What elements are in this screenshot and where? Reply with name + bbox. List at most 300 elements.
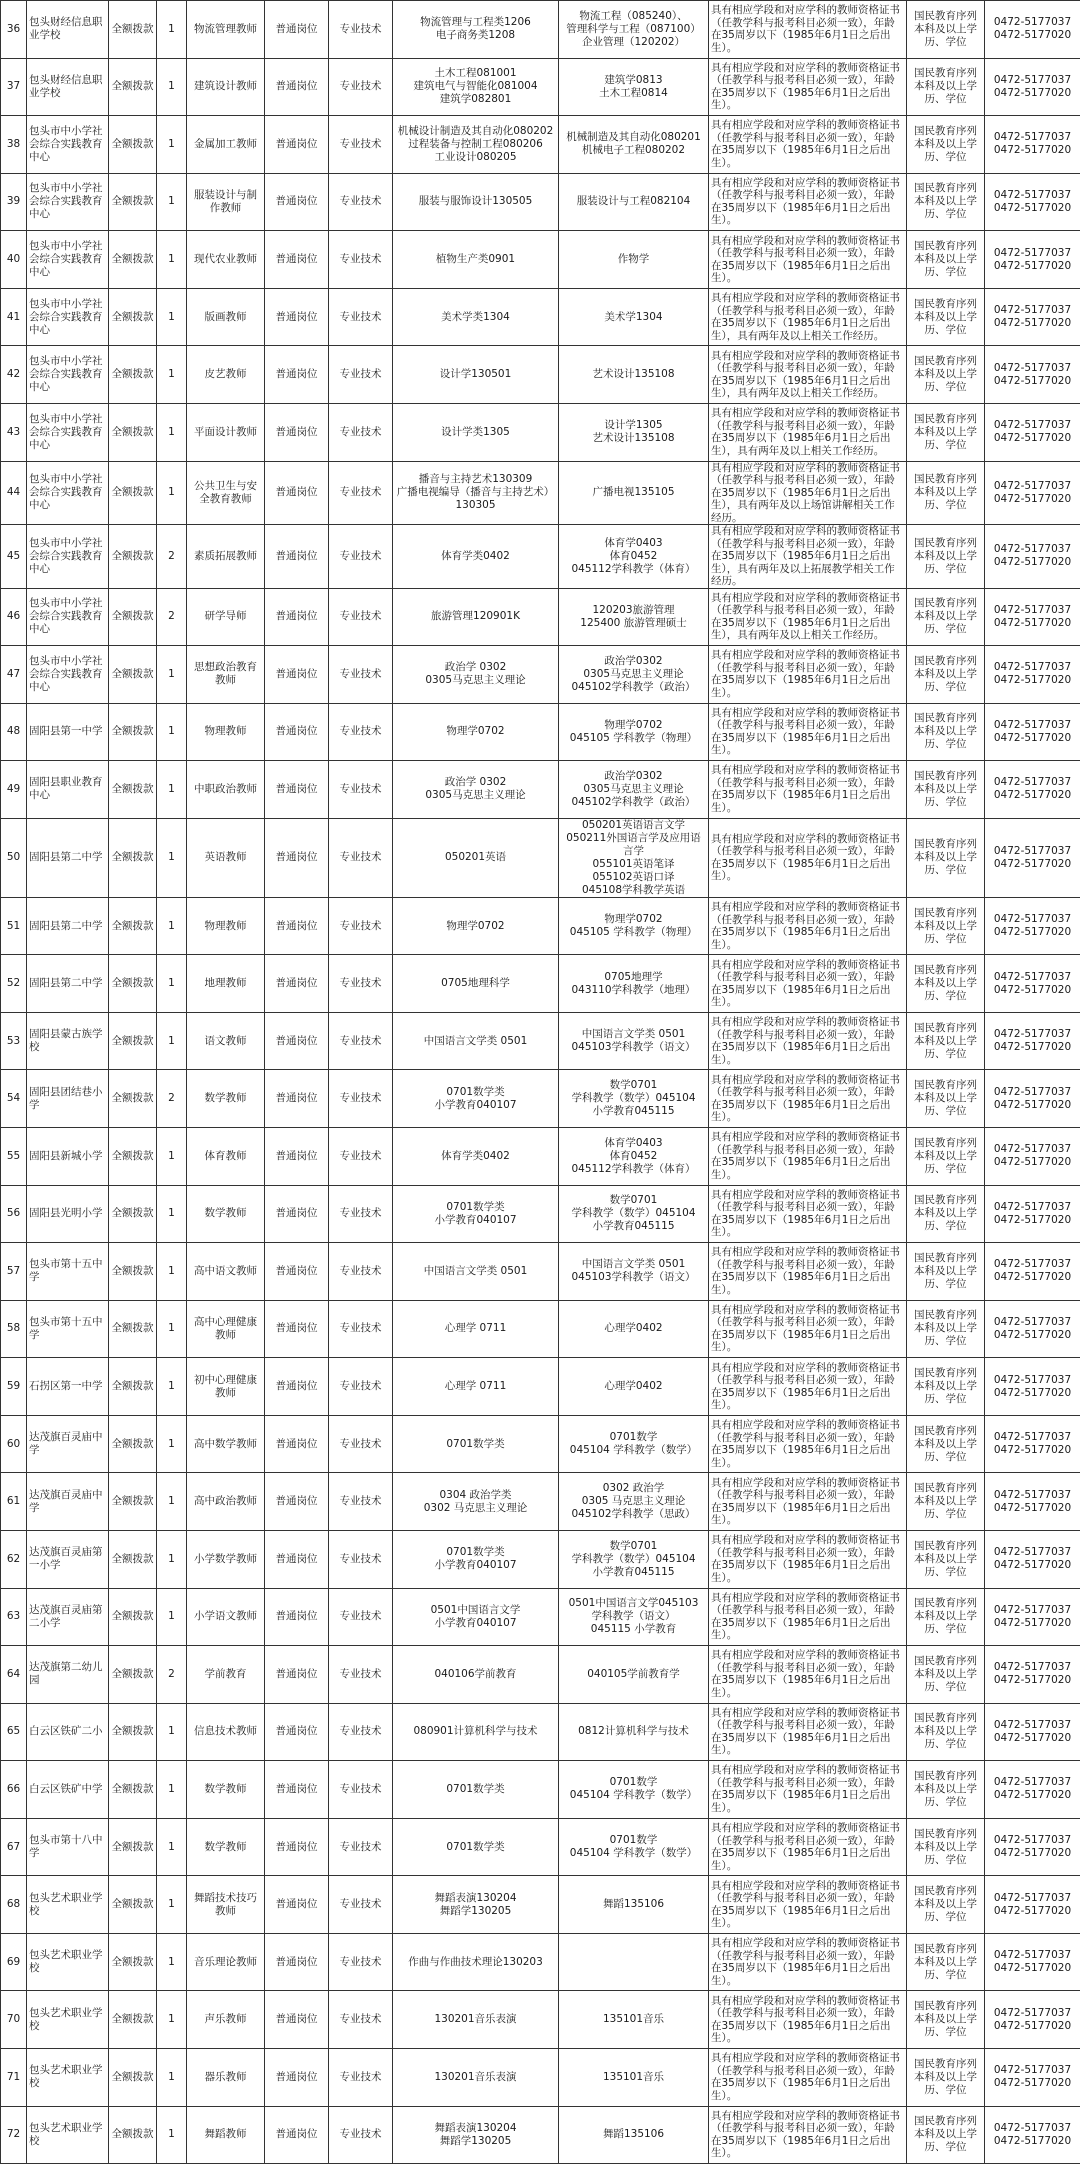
education-requirement: 国民教育序列本科及以上学历、学位: [907, 1588, 985, 1646]
hire-count: 1: [157, 346, 187, 404]
undergrad-major: 物理学0702: [393, 703, 559, 761]
hire-count: 1: [157, 1128, 187, 1186]
funding-type: 全额拨款: [109, 703, 157, 761]
postgrad-major: [559, 1933, 709, 1991]
table-row: [1, 1991, 1080, 2049]
table-row: [1, 1646, 1080, 1704]
other-requirements: 具有相应学段和对应学科的教师资格证书（任教学科与报考科目必须一致），年龄在35周岁以下（1985年6月1日之后出生）。: [709, 761, 907, 819]
post-category: 专业技术: [329, 346, 393, 404]
undergrad-major: 旅游管理120901K: [393, 588, 559, 646]
undergrad-major: 舞蹈表演130204 舞蹈学130205: [393, 2106, 559, 2164]
undergrad-major: 播音与主持艺术130309 广播电视编导（播音与主持艺术）130305: [393, 461, 559, 525]
undergrad-major: 设计学类1305: [393, 403, 559, 461]
post-type: 普通岗位: [265, 1761, 329, 1819]
post-type: 普通岗位: [265, 403, 329, 461]
post-type: 普通岗位: [265, 1128, 329, 1186]
education-requirement: 国民教育序列本科及以上学历、学位: [907, 1185, 985, 1243]
school-name: 白云区铁矿二小: [27, 1703, 109, 1761]
funding-type: 全额拨款: [109, 1300, 157, 1358]
undergrad-major: 080901计算机科学与技术: [393, 1703, 559, 1761]
post-category: 专业技术: [329, 703, 393, 761]
post-type: 普通岗位: [265, 2106, 329, 2164]
school-name: 达茂旗百灵庙中学: [27, 1473, 109, 1531]
contact-phone: 0472-5177037 0472-5177020: [985, 1818, 1080, 1876]
undergrad-major: 作曲与作曲技术理论130203: [393, 1933, 559, 1991]
contact-phone: 0472-5177037 0472-5177020: [985, 288, 1080, 346]
post-name: 地理教师: [187, 955, 265, 1013]
post-category: 专业技术: [329, 403, 393, 461]
undergrad-major: 机械设计制造及其自动化080202 过程装备与控制工程080206 工业设计080205: [393, 116, 559, 174]
post-category: 专业技术: [329, 1128, 393, 1186]
table-row: [1, 1415, 1080, 1473]
post-type: 普通岗位: [265, 1243, 329, 1301]
post-category: 专业技术: [329, 588, 393, 646]
funding-type: 全额拨款: [109, 955, 157, 1013]
table-row: [1, 646, 1080, 704]
funding-type: 全额拨款: [109, 818, 157, 897]
contact-phone: 0472-5177037 0472-5177020: [985, 1761, 1080, 1819]
post-type: 普通岗位: [265, 1415, 329, 1473]
school-name: 包头市中小学社会综合实践教育中心: [27, 403, 109, 461]
contact-phone: 0472-5177037 0472-5177020: [985, 1415, 1080, 1473]
row-number: 61: [1, 1473, 27, 1531]
postgrad-major: 120203旅游管理 125400 旅游管理硕士: [559, 588, 709, 646]
other-requirements: 具有相应学段和对应学科的教师资格证书（任教学科与报考科目必须一致），年龄在35周岁以下（1985年6月1日之后出生）。: [709, 173, 907, 231]
contact-phone: 0472-5177037 0472-5177020: [985, 1588, 1080, 1646]
post-name: 建筑设计教师: [187, 58, 265, 116]
contact-phone: 0472-5177037 0472-5177020: [985, 346, 1080, 404]
postgrad-major: 心理学0402: [559, 1300, 709, 1358]
row-number: 68: [1, 1876, 27, 1934]
row-number: 67: [1, 1818, 27, 1876]
contact-phone: 0472-5177037 0472-5177020: [985, 1703, 1080, 1761]
contact-phone: 0472-5177037 0472-5177020: [985, 1128, 1080, 1186]
education-requirement: 国民教育序列本科及以上学历、学位: [907, 288, 985, 346]
funding-type: 全额拨款: [109, 588, 157, 646]
school-name: 包头市中小学社会综合实践教育中心: [27, 288, 109, 346]
funding-type: 全额拨款: [109, 761, 157, 819]
postgrad-major: 物流工程（085240）、 管理科学与工程（087100） 企业管理（120202）: [559, 1, 709, 59]
school-name: 包头市第十五中学: [27, 1243, 109, 1301]
post-category: 专业技术: [329, 1185, 393, 1243]
funding-type: 全额拨款: [109, 646, 157, 704]
row-number: 58: [1, 1300, 27, 1358]
education-requirement: 国民教育序列本科及以上学历、学位: [907, 173, 985, 231]
postgrad-major: 0302 政治学 0305 马克思主义理论 045102学科教学（思政）: [559, 1473, 709, 1531]
post-name: 版画教师: [187, 288, 265, 346]
row-number: 52: [1, 955, 27, 1013]
school-name: 包头市中小学社会综合实践教育中心: [27, 346, 109, 404]
school-name: 达茂旗百灵庙中学: [27, 1415, 109, 1473]
row-number: 65: [1, 1703, 27, 1761]
education-requirement: 国民教育序列本科及以上学历、学位: [907, 897, 985, 955]
undergrad-major: 0701数学类: [393, 1415, 559, 1473]
funding-type: 全额拨款: [109, 1012, 157, 1070]
post-type: 普通岗位: [265, 1, 329, 59]
other-requirements: 具有相应学段和对应学科的教师资格证书（任教学科与报考科目必须一致），年龄在35周岁以下（1985年6月1日之后出生）。: [709, 1300, 907, 1358]
hire-count: 1: [157, 1933, 187, 1991]
table-row: [1, 1300, 1080, 1358]
hire-count: 1: [157, 1588, 187, 1646]
post-name: 金属加工教师: [187, 116, 265, 174]
row-number: 44: [1, 461, 27, 525]
contact-phone: 0472-5177037 0472-5177020: [985, 1473, 1080, 1531]
hire-count: 2: [157, 588, 187, 646]
school-name: 固阳县第二中学: [27, 818, 109, 897]
school-name: 包头艺术职业学校: [27, 1991, 109, 2049]
education-requirement: 国民教育序列本科及以上学历、学位: [907, 2049, 985, 2107]
undergrad-major: 体育学类0402: [393, 1128, 559, 1186]
other-requirements: 具有相应学段和对应学科的教师资格证书（任教学科与报考科目必须一致），年龄在35周岁以下（1985年6月1日之后出生）。: [709, 2049, 907, 2107]
education-requirement: 国民教育序列本科及以上学历、学位: [907, 1358, 985, 1416]
school-name: 固阳县第二中学: [27, 955, 109, 1013]
funding-type: 全额拨款: [109, 1, 157, 59]
school-name: 固阳县第二中学: [27, 897, 109, 955]
school-name: 包头艺术职业学校: [27, 1933, 109, 1991]
school-name: 固阳县第一中学: [27, 703, 109, 761]
post-name: 小学语文教师: [187, 1588, 265, 1646]
post-type: 普通岗位: [265, 231, 329, 289]
postgrad-major: 040105学前教育学: [559, 1646, 709, 1704]
school-name: 包头市中小学社会综合实践教育中心: [27, 588, 109, 646]
post-type: 普通岗位: [265, 1358, 329, 1416]
education-requirement: 国民教育序列本科及以上学历、学位: [907, 1818, 985, 1876]
school-name: 包头市中小学社会综合实践教育中心: [27, 461, 109, 525]
table-row: [1, 2106, 1080, 2164]
other-requirements: 具有相应学段和对应学科的教师资格证书（任教学科与报考科目必须一致），年龄在35周岁以下（1985年6月1日之后出生）。: [709, 1, 907, 59]
other-requirements: 具有相应学段和对应学科的教师资格证书（任教学科与报考科目必须一致），年龄在35周岁以下（1985年6月1日之后出生）。: [709, 1358, 907, 1416]
row-number: 46: [1, 588, 27, 646]
undergrad-major: 舞蹈表演130204 舞蹈学130205: [393, 1876, 559, 1934]
funding-type: 全额拨款: [109, 1128, 157, 1186]
post-category: 专业技术: [329, 2106, 393, 2164]
post-type: 普通岗位: [265, 897, 329, 955]
other-requirements: 具有相应学段和对应学科的教师资格证书（任教学科与报考科目必须一致），年龄在35周岁以下（1985年6月1日之后出生）。: [709, 897, 907, 955]
other-requirements: 具有相应学段和对应学科的教师资格证书（任教学科与报考科目必须一致），年龄在35周岁以下（1985年6月1日之后出生）。: [709, 1588, 907, 1646]
hire-count: 1: [157, 703, 187, 761]
table-row: [1, 1, 1080, 59]
post-name: 高中语文教师: [187, 1243, 265, 1301]
post-category: 专业技术: [329, 646, 393, 704]
hire-count: 1: [157, 1243, 187, 1301]
post-category: 专业技术: [329, 1991, 393, 2049]
other-requirements: 具有相应学段和对应学科的教师资格证书（任教学科与报考科目必须一致），年龄在35周岁以下（1985年6月1日之后出生）。: [709, 1530, 907, 1588]
hire-count: 1: [157, 116, 187, 174]
row-number: 50: [1, 818, 27, 897]
school-name: 包头艺术职业学校: [27, 1876, 109, 1934]
row-number: 45: [1, 525, 27, 589]
postgrad-major: 0701数学 045104 学科教学（数学）: [559, 1761, 709, 1819]
post-type: 普通岗位: [265, 1646, 329, 1704]
row-number: 40: [1, 231, 27, 289]
post-name: 初中心理健康教师: [187, 1358, 265, 1416]
post-category: 专业技术: [329, 1933, 393, 1991]
other-requirements: 具有相应学段和对应学科的教师资格证书（任教学科与报考科目必须一致），年龄在35周岁以下（1985年6月1日之后出生）。: [709, 1876, 907, 1934]
table-row: [1, 1243, 1080, 1301]
row-number: 55: [1, 1128, 27, 1186]
hire-count: 1: [157, 818, 187, 897]
school-name: 达茂旗第二幼儿园: [27, 1646, 109, 1704]
table-row: [1, 1128, 1080, 1186]
hire-count: 1: [157, 1761, 187, 1819]
post-name: 思想政治教育教师: [187, 646, 265, 704]
row-number: 47: [1, 646, 27, 704]
contact-phone: 0472-5177037 0472-5177020: [985, 231, 1080, 289]
funding-type: 全额拨款: [109, 897, 157, 955]
contact-phone: 0472-5177037 0472-5177020: [985, 116, 1080, 174]
table-row: [1, 231, 1080, 289]
education-requirement: 国民教育序列本科及以上学历、学位: [907, 955, 985, 1013]
row-number: 66: [1, 1761, 27, 1819]
table-row: [1, 116, 1080, 174]
row-number: 39: [1, 173, 27, 231]
funding-type: 全额拨款: [109, 1473, 157, 1531]
post-type: 普通岗位: [265, 525, 329, 589]
post-type: 普通岗位: [265, 1933, 329, 1991]
undergrad-major: 心理学 0711: [393, 1300, 559, 1358]
table-row: [1, 1358, 1080, 1416]
school-name: 包头市第十八中学: [27, 1818, 109, 1876]
funding-type: 全额拨款: [109, 58, 157, 116]
post-name: 素质拓展教师: [187, 525, 265, 589]
hire-count: 1: [157, 1818, 187, 1876]
post-type: 普通岗位: [265, 346, 329, 404]
post-type: 普通岗位: [265, 646, 329, 704]
other-requirements: 具有相应学段和对应学科的教师资格证书（任教学科与报考科目必须一致），年龄在35周岁以下（1985年6月1日之后出生）。: [709, 1012, 907, 1070]
funding-type: 全额拨款: [109, 1818, 157, 1876]
post-name: 数学教师: [187, 1070, 265, 1128]
other-requirements: 具有相应学段和对应学科的教师资格证书（任教学科与报考科目必须一致），年龄在35周岁以下（1985年6月1日之后出生）。: [709, 1761, 907, 1819]
hire-count: 1: [157, 646, 187, 704]
other-requirements: 具有相应学段和对应学科的教师资格证书（任教学科与报考科目必须一致），年龄在35周岁以下（1985年6月1日之后出生）。: [709, 1646, 907, 1704]
other-requirements: 具有相应学段和对应学科的教师资格证书（任教学科与报考科目必须一致），年龄在35周岁以下（1985年6月1日之后出生）。: [709, 1933, 907, 1991]
education-requirement: 国民教育序列本科及以上学历、学位: [907, 588, 985, 646]
education-requirement: 国民教育序列本科及以上学历、学位: [907, 403, 985, 461]
hire-count: 1: [157, 288, 187, 346]
row-number: 70: [1, 1991, 27, 2049]
other-requirements: 具有相应学段和对应学科的教师资格证书（任教学科与报考科目必须一致），年龄在35周岁以下（1985年6月1日之后出生），具有两年及以上相关工作经历。: [709, 288, 907, 346]
table-row: [1, 525, 1080, 589]
other-requirements: 具有相应学段和对应学科的教师资格证书（任教学科与报考科目必须一致），年龄在35周岁以下（1985年6月1日之后出生），具有两年及以上相关工作经历。: [709, 588, 907, 646]
hire-count: 1: [157, 1185, 187, 1243]
undergrad-major: 植物生产类0901: [393, 231, 559, 289]
post-name: 高中政治教师: [187, 1473, 265, 1531]
other-requirements: 具有相应学段和对应学科的教师资格证书（任教学科与报考科目必须一致），年龄在35周岁以下（1985年6月1日之后出生）。: [709, 1070, 907, 1128]
post-category: 专业技术: [329, 461, 393, 525]
school-name: 包头市中小学社会综合实践教育中心: [27, 173, 109, 231]
hire-count: 1: [157, 2106, 187, 2164]
post-type: 普通岗位: [265, 955, 329, 1013]
postgrad-major: 0701数学 045104 学科教学（数学）: [559, 1415, 709, 1473]
other-requirements: 具有相应学段和对应学科的教师资格证书（任教学科与报考科目必须一致），年龄在35周岁以下（1985年6月1日之后出生）。: [709, 2106, 907, 2164]
post-name: 体育教师: [187, 1128, 265, 1186]
post-category: 专业技术: [329, 1243, 393, 1301]
post-type: 普通岗位: [265, 2049, 329, 2107]
undergrad-major: 130201音乐表演: [393, 2049, 559, 2107]
education-requirement: 国民教育序列本科及以上学历、学位: [907, 58, 985, 116]
funding-type: 全额拨款: [109, 1761, 157, 1819]
post-name: 小学数学教师: [187, 1530, 265, 1588]
postgrad-major: 0501中国语言文学045103 学科教学（语文） 045115 小学教育: [559, 1588, 709, 1646]
undergrad-major: 0701数学类 小学教育040107: [393, 1070, 559, 1128]
postgrad-major: 135101音乐: [559, 1991, 709, 2049]
other-requirements: 具有相应学段和对应学科的教师资格证书（任教学科与报考科目必须一致），年龄在35周岁以下（1985年6月1日之后出生）。: [709, 1991, 907, 2049]
hire-count: 1: [157, 897, 187, 955]
education-requirement: 国民教育序列本科及以上学历、学位: [907, 1070, 985, 1128]
undergrad-major: 040106学前教育: [393, 1646, 559, 1704]
undergrad-major: 0701数学类: [393, 1818, 559, 1876]
hire-count: 2: [157, 1646, 187, 1704]
post-name: 语文教师: [187, 1012, 265, 1070]
hire-count: 1: [157, 761, 187, 819]
post-type: 普通岗位: [265, 1588, 329, 1646]
table-row: [1, 58, 1080, 116]
funding-type: 全额拨款: [109, 1588, 157, 1646]
undergrad-major: 中国语言文学类 0501: [393, 1243, 559, 1301]
table-row: [1, 703, 1080, 761]
post-category: 专业技术: [329, 1876, 393, 1934]
table-row: [1, 588, 1080, 646]
post-name: 数学教师: [187, 1818, 265, 1876]
contact-phone: 0472-5177037 0472-5177020: [985, 173, 1080, 231]
education-requirement: 国民教育序列本科及以上学历、学位: [907, 818, 985, 897]
hire-count: 1: [157, 461, 187, 525]
hire-count: 1: [157, 1358, 187, 1416]
post-name: 公共卫生与安全教育教师: [187, 461, 265, 525]
postgrad-major: 政治学0302 0305马克思主义理论 045102学科教学（政治）: [559, 646, 709, 704]
education-requirement: 国民教育序列本科及以上学历、学位: [907, 1646, 985, 1704]
post-name: 信息技术教师: [187, 1703, 265, 1761]
contact-phone: 0472-5177037 0472-5177020: [985, 2106, 1080, 2164]
hire-count: 1: [157, 1530, 187, 1588]
postgrad-major: 体育学0403 体育0452 045112学科教学（体育）: [559, 525, 709, 589]
post-type: 普通岗位: [265, 1703, 329, 1761]
other-requirements: 具有相应学段和对应学科的教师资格证书（任教学科与报考科目必须一致），年龄在35周岁以下（1985年6月1日之后出生）。: [709, 1473, 907, 1531]
hire-count: 1: [157, 1012, 187, 1070]
undergrad-major: 心理学 0711: [393, 1358, 559, 1416]
funding-type: 全额拨款: [109, 288, 157, 346]
other-requirements: 具有相应学段和对应学科的教师资格证书（任教学科与报考科目必须一致），年龄在35周岁以下（1985年6月1日之后出生）。: [709, 231, 907, 289]
hire-count: 1: [157, 173, 187, 231]
row-number: 49: [1, 761, 27, 819]
table-row: [1, 173, 1080, 231]
hire-count: 2: [157, 525, 187, 589]
postgrad-major: 机械制造及其自动化080201 机械电子工程080202: [559, 116, 709, 174]
education-requirement: 国民教育序列本科及以上学历、学位: [907, 1761, 985, 1819]
post-category: 专业技术: [329, 116, 393, 174]
post-category: 专业技术: [329, 2049, 393, 2107]
post-category: 专业技术: [329, 1646, 393, 1704]
row-number: 38: [1, 116, 27, 174]
hire-count: 2: [157, 1070, 187, 1128]
contact-phone: 0472-5177037 0472-5177020: [985, 703, 1080, 761]
contact-phone: 0472-5177037 0472-5177020: [985, 646, 1080, 704]
contact-phone: 0472-5177037 0472-5177020: [985, 1646, 1080, 1704]
education-requirement: 国民教育序列本科及以上学历、学位: [907, 1876, 985, 1934]
row-number: 54: [1, 1070, 27, 1128]
table-row: [1, 1876, 1080, 1934]
postgrad-major: 广播电视135105: [559, 461, 709, 525]
table-row: [1, 403, 1080, 461]
funding-type: 全额拨款: [109, 1415, 157, 1473]
contact-phone: 0472-5177037 0472-5177020: [985, 1530, 1080, 1588]
post-name: 学前教育: [187, 1646, 265, 1704]
undergrad-major: 0501中国语言文学 小学教育040107: [393, 1588, 559, 1646]
contact-phone: 0472-5177037 0472-5177020: [985, 761, 1080, 819]
post-category: 专业技术: [329, 288, 393, 346]
education-requirement: 国民教育序列本科及以上学历、学位: [907, 116, 985, 174]
school-name: 包头艺术职业学校: [27, 2049, 109, 2107]
undergrad-major: 土木工程081001 建筑电气与智能化081004 建筑学082801: [393, 58, 559, 116]
post-type: 普通岗位: [265, 761, 329, 819]
row-number: 60: [1, 1415, 27, 1473]
post-type: 普通岗位: [265, 58, 329, 116]
post-name: 高中数学教师: [187, 1415, 265, 1473]
row-number: 48: [1, 703, 27, 761]
education-requirement: 国民教育序列本科及以上学历、学位: [907, 703, 985, 761]
post-name: 皮艺教师: [187, 346, 265, 404]
post-category: 专业技术: [329, 1070, 393, 1128]
contact-phone: 0472-5177037 0472-5177020: [985, 1, 1080, 59]
post-type: 普通岗位: [265, 1876, 329, 1934]
undergrad-major: 0701数学类: [393, 1761, 559, 1819]
undergrad-major: 体育学类0402: [393, 525, 559, 589]
school-name: 包头财经信息职业学校: [27, 58, 109, 116]
post-name: 物理教师: [187, 897, 265, 955]
post-category: 专业技术: [329, 173, 393, 231]
contact-phone: 0472-5177037 0472-5177020: [985, 1876, 1080, 1934]
other-requirements: 具有相应学段和对应学科的教师资格证书（任教学科与报考科目必须一致），年龄在35周岁以下（1985年6月1日之后出生）。: [709, 646, 907, 704]
other-requirements: 具有相应学段和对应学科的教师资格证书（任教学科与报考科目必须一致），年龄在35周岁以下（1985年6月1日之后出生）。: [709, 116, 907, 174]
hire-count: 1: [157, 2049, 187, 2107]
other-requirements: 具有相应学段和对应学科的教师资格证书（任教学科与报考科目必须一致），年龄在35周岁以下（1985年6月1日之后出生）。: [709, 1243, 907, 1301]
postgrad-major: 0701数学 045104 学科教学（数学）: [559, 1818, 709, 1876]
funding-type: 全额拨款: [109, 173, 157, 231]
post-type: 普通岗位: [265, 818, 329, 897]
post-category: 专业技术: [329, 525, 393, 589]
hire-count: 1: [157, 58, 187, 116]
funding-type: 全额拨款: [109, 1070, 157, 1128]
contact-phone: 0472-5177037 0472-5177020: [985, 1358, 1080, 1416]
school-name: 达茂旗百灵庙第二小学: [27, 1588, 109, 1646]
post-type: 普通岗位: [265, 173, 329, 231]
postgrad-major: 0812计算机科学与技术: [559, 1703, 709, 1761]
undergrad-major: 中国语言文学类 0501: [393, 1012, 559, 1070]
postgrad-major: 物理学0702 045105 学科教学（物理）: [559, 897, 709, 955]
undergrad-major: 050201英语: [393, 818, 559, 897]
post-name: 平面设计教师: [187, 403, 265, 461]
contact-phone: 0472-5177037 0472-5177020: [985, 461, 1080, 525]
postgrad-major: 设计学1305 艺术设计135108: [559, 403, 709, 461]
row-number: 72: [1, 2106, 27, 2164]
post-name: 中职政治教师: [187, 761, 265, 819]
post-name: 研学导师: [187, 588, 265, 646]
post-name: 英语教师: [187, 818, 265, 897]
funding-type: 全额拨款: [109, 2049, 157, 2107]
post-category: 专业技术: [329, 1, 393, 59]
row-number: 37: [1, 58, 27, 116]
table-row: [1, 1530, 1080, 1588]
post-name: 物流管理教师: [187, 1, 265, 59]
postgrad-major: 中国语言文学类 0501 045103学科教学（语文）: [559, 1243, 709, 1301]
table-row: [1, 955, 1080, 1013]
post-category: 专业技术: [329, 1761, 393, 1819]
undergrad-major: 服装与服饰设计130505: [393, 173, 559, 231]
post-name: 器乐教师: [187, 2049, 265, 2107]
funding-type: 全额拨款: [109, 346, 157, 404]
school-name: 固阳县团结巷小学: [27, 1070, 109, 1128]
undergrad-major: 0701数学类 小学教育040107: [393, 1530, 559, 1588]
